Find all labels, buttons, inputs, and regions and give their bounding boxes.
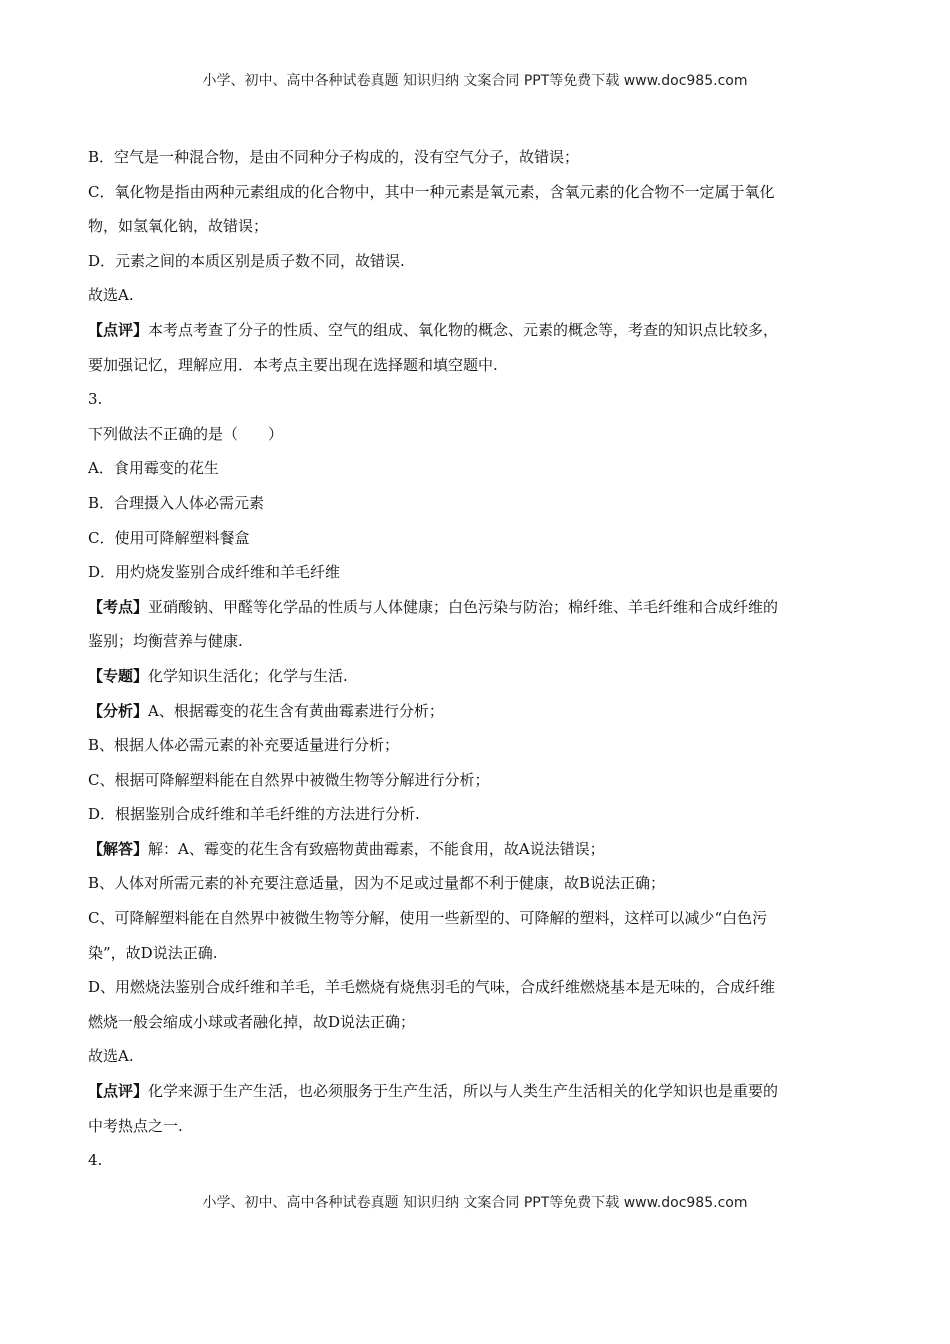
- section-tag: 【专题】: [88, 666, 149, 685]
- line-text: 3.: [88, 390, 103, 409]
- line-text: B、根据人体必需元素的补充要适量进行分析；: [88, 736, 400, 755]
- text-line: [88, 1039, 878, 1074]
- text-line: [88, 1005, 878, 1040]
- line-text: 故选A.: [88, 286, 134, 305]
- line-text: D．用灼烧发鉴别合成纤维和羊毛纤维: [88, 563, 341, 582]
- line-text: 化学知识生活化；化学与生活.: [148, 666, 348, 685]
- line-text: 中考热点之一.: [88, 1116, 183, 1135]
- text-line: [88, 555, 878, 590]
- text-line: [88, 728, 878, 763]
- text-line: [88, 832, 878, 867]
- line-text: 化学来源于生产生活，也必须服务于生产生活，所以与人类生产生活相关的化学知识也是重要的: [148, 1082, 779, 1101]
- line-text: 鉴别；均衡营养与健康.: [88, 632, 243, 651]
- line-text: B、人体对所需元素的补充要注意适量，因为不足或过量都不利于健康，故B说法正确；: [88, 874, 666, 893]
- text-line: [88, 417, 878, 452]
- line-text: 物，如氢氧化钠，故错误；: [88, 217, 269, 236]
- text-line: [88, 244, 878, 279]
- line-text: 下列做法不正确的是（ ）: [88, 424, 284, 443]
- line-text: 4.: [88, 1151, 103, 1170]
- text-line: [88, 936, 878, 971]
- line-text: A、根据霉变的花生含有黄曲霉素进行分析；: [148, 701, 444, 720]
- text-line: [88, 521, 878, 556]
- section-tag: 【点评】: [88, 320, 149, 339]
- line-text: 解：A、霉变的花生含有致癌物黄曲霉素，不能食用，故A说法错误；: [148, 839, 605, 858]
- text-line: [88, 901, 878, 936]
- text-line: [88, 590, 878, 625]
- text-line: [88, 763, 878, 798]
- line-text: 亚硝酸钠、甲醛等化学品的性质与人体健康；白色污染与防治；棉纤维、羊毛纤维和合成纤维的: [148, 597, 779, 616]
- line-text: B．合理摄入人体必需元素: [88, 493, 265, 512]
- text-line: [88, 624, 878, 659]
- text-line: [88, 209, 878, 244]
- line-text: D．根据鉴别合成纤维和羊毛纤维的方法进行分析.: [88, 805, 420, 824]
- line-text: B．空气是一种混合物，是由不同种分子构成的，没有空气分子，故错误；: [88, 148, 580, 166]
- text-line: [88, 1109, 878, 1144]
- text-line: [88, 313, 878, 348]
- line-text: 燃烧一般会缩成小球或者融化掉，故D说法正确；: [88, 1012, 416, 1031]
- text-line: [88, 451, 878, 486]
- line-text: 故选A.: [88, 1047, 134, 1066]
- section-tag: 【分析】: [88, 701, 149, 720]
- section-tag: 【解答】: [88, 839, 149, 858]
- page-footer: 小学、初中、高中各种试卷真题 知识归纳 文案合同 PPT等免费下载 www.doc985.com: [202, 1195, 748, 1211]
- text-line: [88, 1143, 878, 1178]
- text-line: [88, 175, 878, 210]
- line-text: C．氧化物是指由两种元素组成的化合物中，其中一种元素是氧元素，含氧元素的化合物不一定属于氧化: [88, 182, 775, 201]
- line-text: 染”，故D说法正确.: [88, 943, 218, 962]
- text-line: [88, 866, 878, 901]
- text-line: [88, 659, 878, 694]
- text-line: [88, 694, 878, 729]
- text-line: [88, 140, 878, 175]
- section-tag: 【点评】: [88, 1082, 149, 1101]
- text-line: [88, 348, 878, 383]
- line-text: D、用燃烧法鉴别合成纤维和羊毛，羊毛燃烧有烧焦羽毛的气味，合成纤维燃烧基本是无味的，合成纤维: [88, 978, 776, 997]
- text-line: [88, 1074, 878, 1109]
- text-line: [88, 970, 878, 1005]
- section-tag: 【考点】: [88, 597, 149, 616]
- line-text: D．元素之间的本质区别是质子数不同，故错误.: [88, 251, 405, 270]
- line-text: C．使用可降解塑料餐盒: [88, 528, 250, 547]
- line-text: C、根据可降解塑料能在自然界中被微生物等分解进行分析；: [88, 770, 490, 789]
- page-header: 小学、初中、高中各种试卷真题 知识归纳 文案合同 PPT等免费下载 www.doc985.com: [202, 73, 748, 89]
- line-text: A．食用霉变的花生: [88, 459, 219, 478]
- text-line: [88, 797, 878, 832]
- text-line: [88, 486, 878, 521]
- document-body: [88, 140, 878, 1178]
- line-text: 本考点考查了分子的性质、空气的组成、氧化物的概念、元素的概念等，考查的知识点比较多，: [148, 320, 779, 339]
- line-text: C、可降解塑料能在自然界中被微生物等分解，使用一些新型的、可降解的塑料，这样可以减少“白色污: [88, 909, 768, 928]
- text-line: [88, 278, 878, 313]
- line-text: 要加强记忆，理解应用．本考点主要出现在选择题和填空题中.: [88, 355, 498, 374]
- text-line: [88, 382, 878, 417]
